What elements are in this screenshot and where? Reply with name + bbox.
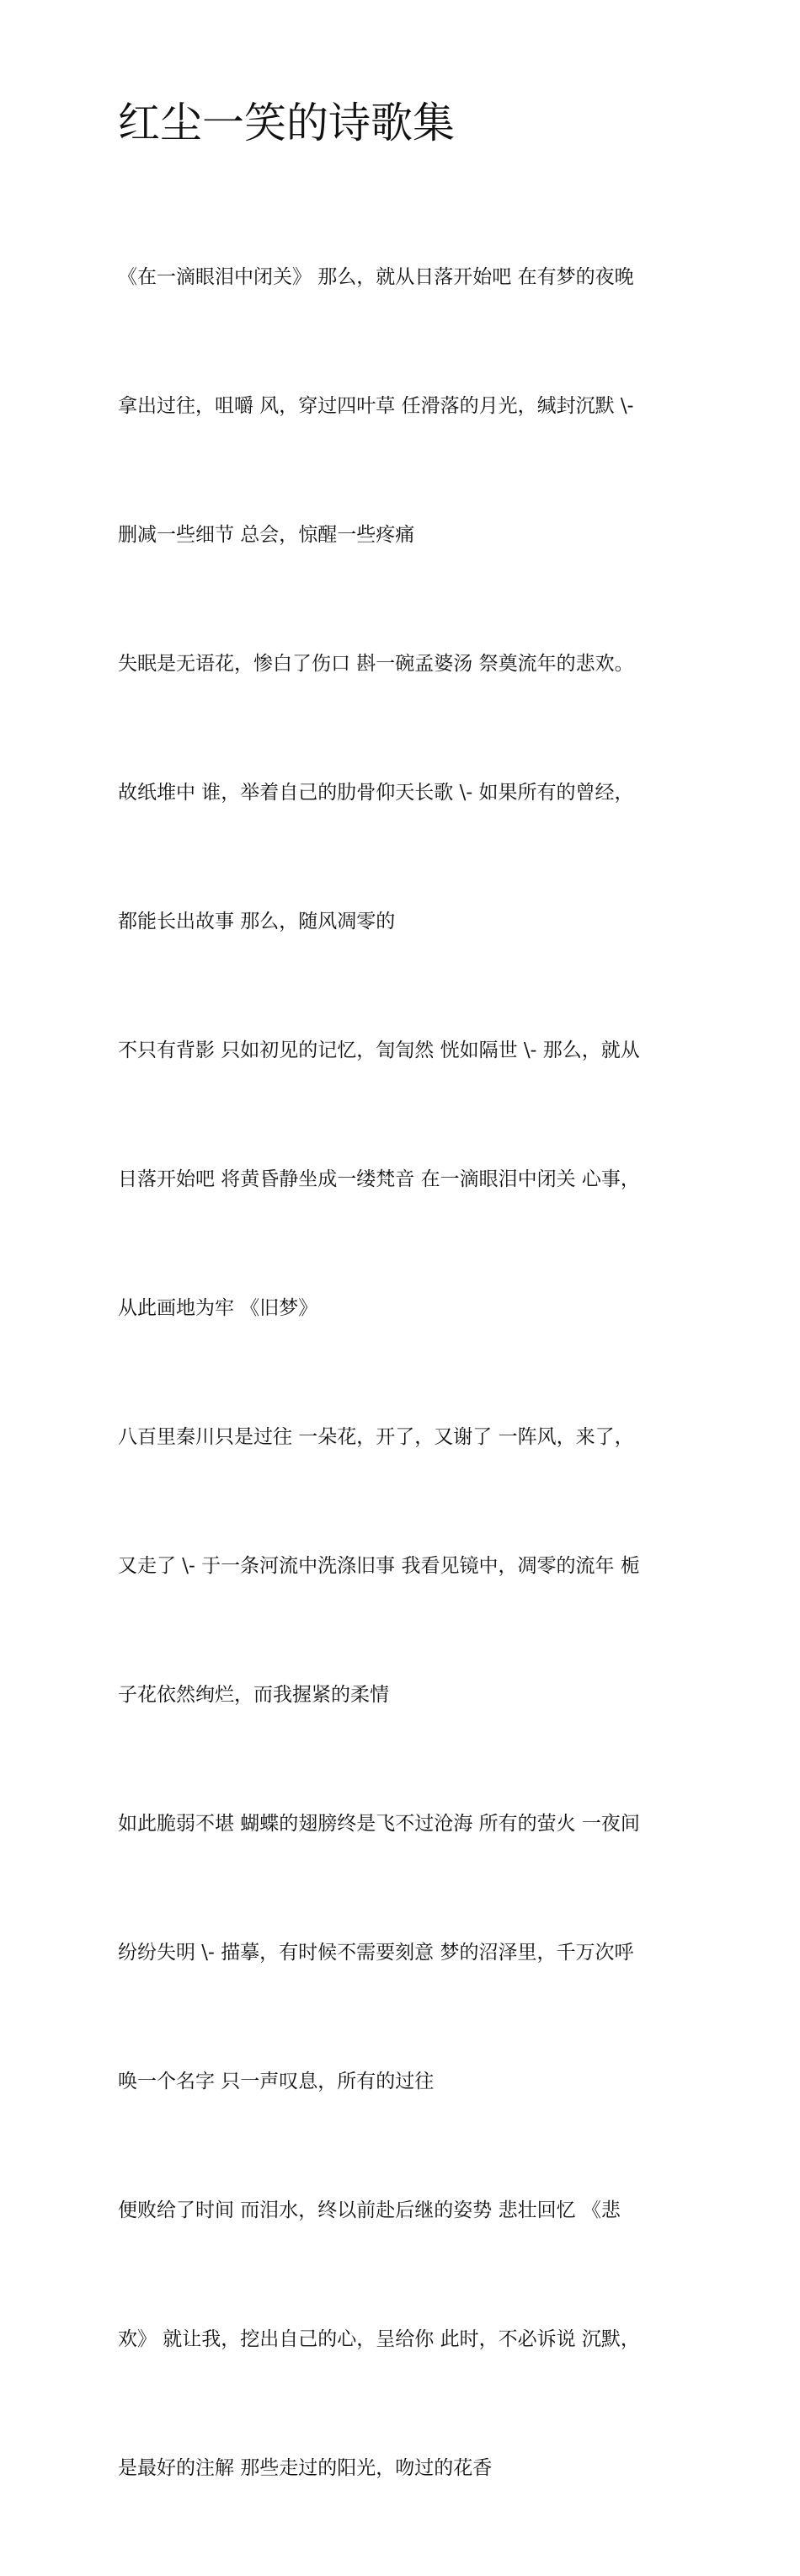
- document-title: 红尘一笑的诗歌集: [118, 99, 455, 147]
- text-line-14: 纷纷失明 \- 描摹，有时候不需要刻意 梦的沼泽里，千万次呼: [118, 1942, 634, 1964]
- text-line-12: 子花依然绚烂，而我握紧的柔情: [118, 1684, 389, 1706]
- text-line-4: 失眠是无语花，惨白了伤口 斟一碗孟婆汤 祭奠流年的悲欢。: [118, 653, 634, 675]
- text-line-18: 是最好的注解 那些走过的阳光，吻过的花香: [118, 2457, 493, 2479]
- text-line-7: 不只有背影 只如初见的记忆，訇訇然 恍如隔世 \- 那么，就从: [118, 1039, 640, 1061]
- text-line-17: 欢》 就让我，挖出自己的心，呈给你 此时，不必诉说 沉默，: [118, 2328, 640, 2350]
- document-page: [118, 94, 691, 2576]
- text-line-1: 《在一滴眼泪中闭关》 那么，就从日落开始吧 在有梦的夜晚: [118, 266, 634, 288]
- text-line-8: 日落开始吧 将黄昏静坐成一缕梵音 在一滴眼泪中闭关 心事，: [118, 1168, 640, 1190]
- document-body: [118, 170, 691, 2576]
- text-line-3: 删减一些细节 总会，惊醒一些疼痛: [118, 524, 415, 546]
- text-line-16: 便败给了时间 而泪水，终以前赴后继的姿势 悲壮回忆 《悲: [118, 2199, 621, 2221]
- text-line-9: 从此画地为牢 《旧梦》: [118, 1297, 318, 1319]
- poem-text: [118, 170, 691, 2576]
- text-line-11: 又走了 \- 于一条河流中洗涤旧事 我看见镜中，凋零的流年 栀: [118, 1555, 640, 1577]
- text-line-2: 拿出过往，咀嚼 风，穿过四叶草 任滑落的月光，缄封沉默 \-: [118, 395, 634, 417]
- text-line-10: 八百里秦川只是过往 一朵花，开了，又谢了 一阵风，来了，: [118, 1426, 634, 1448]
- text-line-13: 如此脆弱不堪 蝴蝶的翅膀终是飞不过沧海 所有的萤火 一夜间: [118, 1813, 640, 1835]
- text-line-15: 唤一个名字 只一声叹息，所有的过往: [118, 2071, 435, 2092]
- text-line-5: 故纸堆中 谁，举着自己的肋骨仰天长歌 \- 如果所有的曾经，: [118, 782, 634, 804]
- text-line-6: 都能长出故事 那么，随风凋零的: [118, 911, 396, 933]
